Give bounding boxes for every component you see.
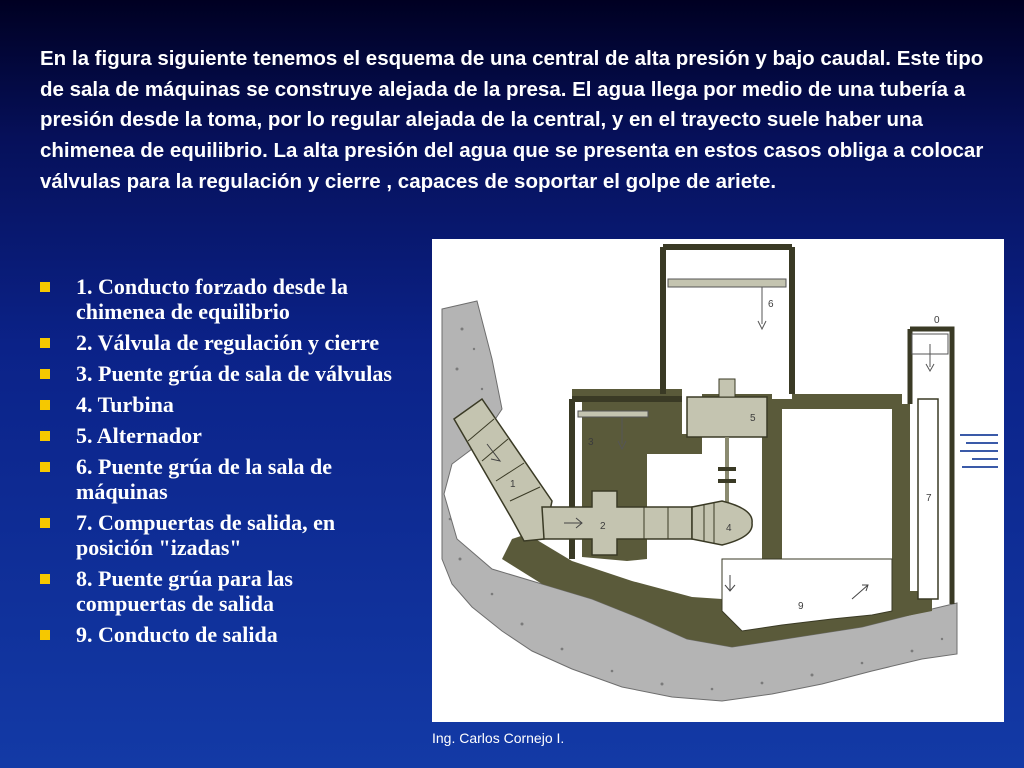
powerplant-diagram (432, 239, 1004, 722)
bullet-icon (40, 338, 50, 348)
bullet-icon (40, 282, 50, 292)
label-3: 3 (588, 437, 594, 448)
legend-list (38, 274, 408, 653)
legend-item-1 (38, 274, 408, 324)
bullet-icon (40, 462, 50, 472)
bullet-icon (40, 431, 50, 441)
legend-item-3 (38, 361, 408, 386)
legend-item-9 (38, 622, 408, 647)
bullet-icon (40, 630, 50, 640)
powerplant-schematic (432, 239, 1004, 722)
bullet-icon (40, 400, 50, 410)
label-6: 6 (768, 299, 774, 310)
bullet-icon (40, 369, 50, 379)
legend-item-label: 6. Puente grúa de la sala de máquinas (76, 454, 333, 504)
label-9: 9 (798, 601, 804, 612)
legend-item-label: 9. Conducto de salida (76, 622, 278, 647)
label-1: 1 (510, 479, 516, 490)
legend-item-7 (38, 510, 408, 560)
legend-item-4 (38, 392, 408, 417)
legend-item-label: 4. Turbina (76, 392, 174, 417)
legend-item-8 (38, 566, 408, 616)
label-0: 0 (934, 315, 940, 326)
bullet-icon (40, 574, 50, 584)
legend-item-5 (38, 423, 408, 448)
legend-item-label: 8. Puente grúa para las compuertas de salida (76, 566, 293, 616)
legend-item-6 (38, 454, 408, 504)
label-5: 5 (750, 413, 756, 424)
intro-paragraph: En la figura siguiente tenemos el esquema de una central de alta presión y bajo caudal. Este tipo de sala de máquinas se construye alejada de la presa. El agua llega por medio de una tubería a presión desde la toma, por lo regular alejada de la central, y en el trayecto suele haber una chimenea de equilibrio. La alta presión del agua que se presenta en estos casos obliga a colocar válvulas para la regulación y cierre , capaces de soportar el golpe de ariete. (40, 47, 984, 193)
turbine-4 (692, 501, 752, 545)
footer-author: Ing. Carlos Cornejo I. (432, 730, 565, 746)
legend-item-label: 2. Válvula de regulación y cierre (76, 330, 380, 355)
crane-0 (912, 334, 948, 371)
bullet-icon (40, 518, 50, 528)
legend-item-2 (38, 330, 408, 355)
legend-item-label: 5. Alternador (76, 423, 202, 448)
legend-item-label: 7. Compuertas de salida, en posición "izadas" (76, 510, 336, 560)
label-4: 4 (726, 523, 732, 534)
water-surface (960, 435, 998, 467)
penstock-1 (454, 399, 552, 541)
label-2: 2 (600, 521, 606, 532)
legend-item-label: 3. Puente grúa de sala de válvulas (76, 361, 392, 386)
label-7: 7 (926, 493, 932, 504)
legend-item-label: 1. Conducto forzado desde la chimenea de equilibrio (76, 274, 348, 324)
